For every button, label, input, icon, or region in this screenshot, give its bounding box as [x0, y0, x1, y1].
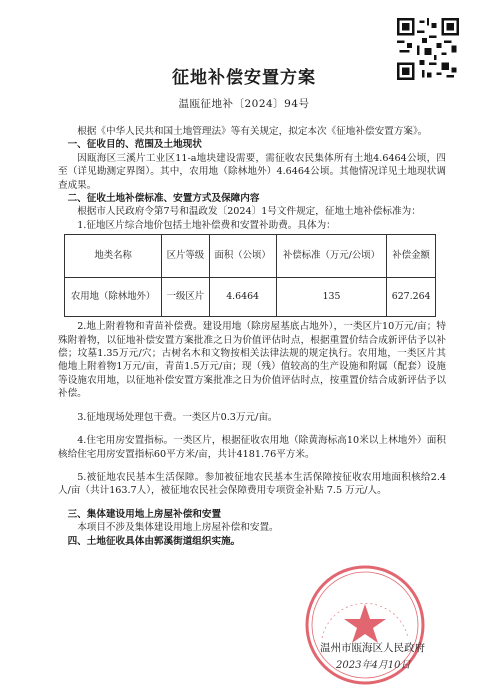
table-cell: 一级区片: [162, 278, 209, 317]
document-title: 征地补偿安置方案: [172, 68, 316, 88]
table-row: [65, 278, 436, 317]
section-1-heading: 一、征收目的、范围及土地现状: [67, 139, 202, 151]
signature-org: 温州市瓯海区人民政府: [320, 642, 425, 654]
item-2: 2.地上附着物和青苗补偿费。建设用地（除房屋基底占地外），一类区片10万元/亩；特殊附着物，以征地补偿安置方案批准之日为价值评估时点，根据重置价结合成新评估予以补偿；坟墓1.35万元/穴；古树名木和文物按相关法律法规的规定执行。农用地，一类区片其他地上附着物1万元/亩，青苗1.5万元/亩；现（残）值较高的生产设施和附属（配套）设施等设施农用地，以征地补偿安置方案批准之日为价值评估时点，按重置价结合成新评估予以补偿。: [58, 321, 446, 400]
item-5: 5.被征地农民基本生活保障。参加被征地农民基本生活保障按征收农用地面积核给2.4人/亩（共计163.7人），被征地农民社会保障费用专项资金补贴 7.5 万元/人。: [58, 471, 446, 497]
item-3: 3.征地现场处理包干费。一类区片0.3万元/亩。: [77, 411, 278, 423]
section-1-text: 因瓯海区三溪片工业区11-a地块建设需要，需征收农民集体所有土地4.6464公顷，四至（详见勘测定界图）。其中，农用地（除林地外）4.6464公顷。其他情况详见土地现状调查成果。: [58, 152, 446, 191]
section-2-text: 根据市人民政府令第7号和温政发〔2024〕1号文件规定，征地土地补偿标准为：: [77, 206, 421, 218]
section-4-heading: 四、土地征收具体由郭溪街道组织实施。: [67, 535, 241, 547]
intro-paragraph: 根据《中华人民共和国土地管理法》等有关规定，拟定本次《征地补偿安置方案》。: [77, 126, 428, 137]
table-header-cell: 补偿金额: [387, 235, 436, 278]
table-header-row: [65, 235, 436, 278]
document-body: [58, 115, 446, 548]
table-header-cell: 补偿标准（万元/公顷）: [276, 235, 387, 278]
section-3-heading: 三、集体建设用地上房屋补偿和安置: [67, 508, 222, 520]
table-header-cell: 面积（公顷）: [209, 235, 276, 278]
section-3-text: 本项目不涉及集体建设用地上房屋补偿和安置。: [77, 522, 279, 534]
table-cell: 农用地（除林地外）: [65, 278, 162, 317]
item-4: 4.住宅用房安置指标。一类区片，根据征收农用地（除黄海标高10米以上林地外）面积核给住宅用房安置指标60平方米/亩，共计4181.76平方米。: [58, 435, 446, 460]
table-cell: 4.6464: [209, 278, 276, 317]
table-header-cell: 区片等级: [162, 235, 209, 278]
section-2-heading: 二、征收土地补偿标准、安置方式及保障内容: [67, 193, 260, 205]
table-cell: 135: [276, 278, 387, 317]
document-number: 温瓯征地补〔2024〕94号: [178, 98, 310, 110]
table-header-cell: 地类名称: [65, 235, 162, 278]
signature-date: 2023年4月10日: [336, 660, 411, 671]
compensation-table: [64, 234, 436, 317]
table-cell: 627.264: [387, 278, 436, 317]
item-1: 1.征地区片综合地价包括土地补偿费和安置补助费。具体为：: [77, 219, 336, 231]
